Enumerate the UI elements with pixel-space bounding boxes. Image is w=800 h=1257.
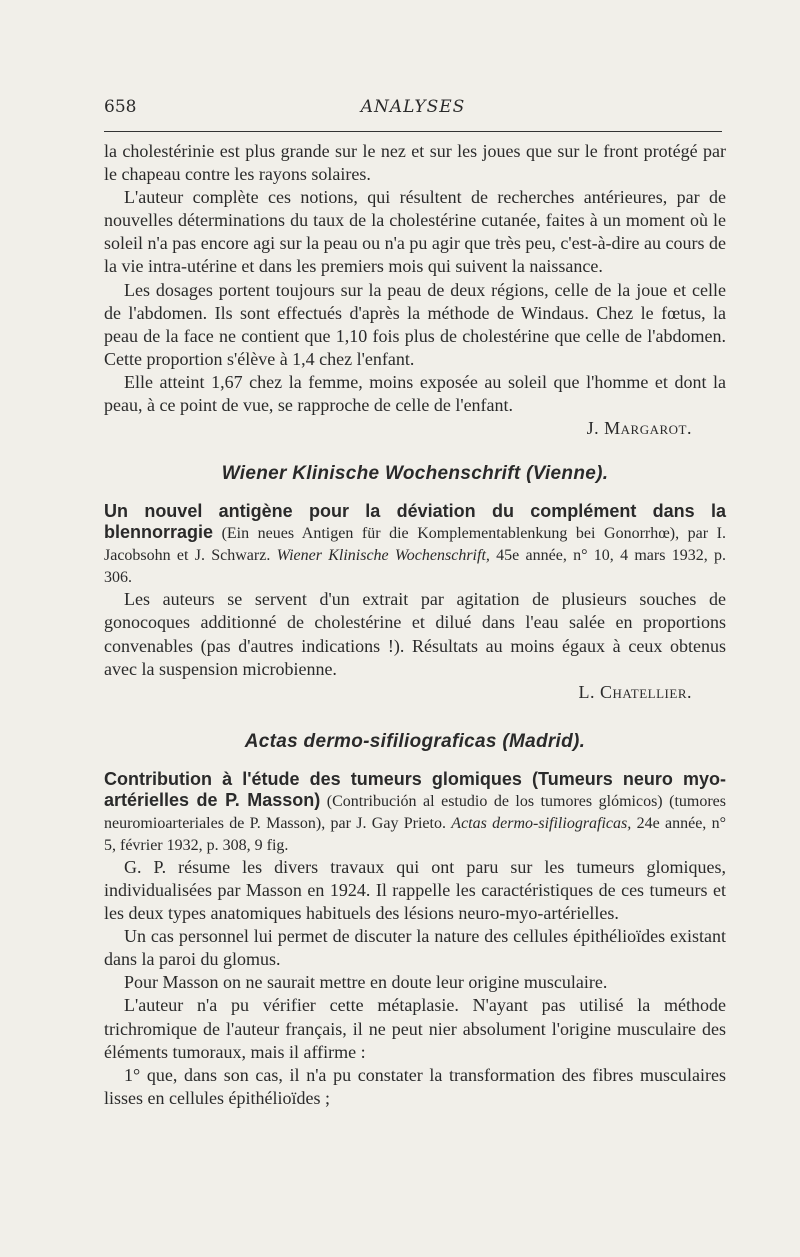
running-head: ANALYSES bbox=[360, 97, 466, 117]
paragraph: L'auteur n'a pu vérifier cette métaplasie. N'ayant pas utilisé la méthode trichromique de l'auteur français, il ne peut nier absolument l'origine musculaire des éléments tumoraux, mais il affirme : bbox=[104, 995, 726, 1062]
journal-heading: Actas dermo-sifiliograficas (Madrid). bbox=[244, 730, 586, 752]
journal-heading: Wiener Klinische Wochenschrift (Vienne). bbox=[221, 463, 609, 485]
article-title: Contribution à l'étude des tumeurs glomiques (Tumeurs neuro myo-artérielles de P. Masson) bbox=[104, 768, 726, 810]
paragraph: Elle atteint 1,67 chez la femme, moins exposée au soleil que l'homme et dont la peau, à ce point de vue, se rapproche de celle de l'enfant. bbox=[104, 371, 726, 416]
paragraph: G. P. résume les divers travaux qui ont paru sur les tumeurs glomiques, individualisées par Masson en 1924. Il rappelle les caractéristiques de ces tumeurs et les deux types anatomiques habituels des lésions neuro-myo-artérielles. bbox=[104, 856, 726, 924]
reference-details: 24e année, n° 5, février 1932, p. 308, 9 fig. bbox=[104, 814, 727, 854]
paragraph: Pour Masson on ne saurait mettre en doute leur origine musculaire. bbox=[124, 972, 608, 993]
reference-journal: Actas dermo-sifiliograficas, bbox=[451, 814, 632, 832]
paragraph: la cholestérinie est plus grande sur le nez et sur les joues que sur le front protégé par le chapeau contre les rayons solaires. bbox=[104, 141, 726, 185]
page-content bbox=[104, 140, 726, 1110]
paragraph: 1° que, dans son cas, il n'a pu constater la transformation des fibres musculaires lisses en cellules épithélioïdes ; bbox=[104, 1064, 726, 1108]
paragraph: Un cas personnel lui permet de discuter la nature des cellules épithélioïdes existant dans la paroi du glomus. bbox=[104, 926, 726, 970]
paragraph: L'auteur complète ces notions, qui résultent de recherches antérieures, par de nouvelles déterminations du taux de la cholestérine cutanée, faites à un moment où le soleil n'a pas encore agi sur la peau ou n'a pu agir que très peu, c'est-à-dire au cours de la vie intra-utérine et dans les premiers mois qui suivent la naissance. bbox=[104, 187, 726, 277]
reference-journal: Wiener Klinische Wochenschrift, bbox=[276, 547, 490, 565]
header-rule bbox=[104, 131, 722, 132]
article-reference: (Contribución al estudio de los tumores glómicos) (tumores neuromioarteriales de P. Masson), par J. Gay Prieto. bbox=[104, 792, 726, 832]
article-reference: (Ein neues Antigen für die Komplementablenkung bei Gonorrhœ), par I. Jacobsohn et J. Schwarz. bbox=[104, 525, 726, 565]
paragraph: Les dosages portent toujours sur la peau de deux régions, celle de la joue et celle de l'abdomen. Ils sont effectués d'après la méthode de Windaus. Chez le fœtus, la peau de la face ne contient que 1,10 fois plus de cholestérine que celle de l'abdomen. Cette proportion s'élève à 1,4 chez l'enfant. bbox=[104, 279, 726, 369]
reference-details: 45e année, n° 10, 4 mars 1932, p. 306. bbox=[104, 547, 727, 587]
article-header bbox=[104, 769, 726, 856]
signature: L. Chatellier. bbox=[578, 681, 692, 702]
page-number: 658 bbox=[104, 97, 137, 117]
article-header bbox=[104, 501, 726, 588]
page-header bbox=[104, 97, 722, 121]
signature: J. Margarot. bbox=[586, 418, 692, 439]
article-title: Un nouvel antigène pour la déviation du complément dans la blennorragie bbox=[104, 501, 726, 543]
paragraph: Les auteurs se servent d'un extrait par agitation de plusieurs souches de gonocoques additionné de cholestérine et dilué dans l'eau salée en proportions convenables (pas d'autres indications !). Résultats au moins égaux à ceux obtenus avec la suspension microbienne. bbox=[104, 589, 726, 679]
